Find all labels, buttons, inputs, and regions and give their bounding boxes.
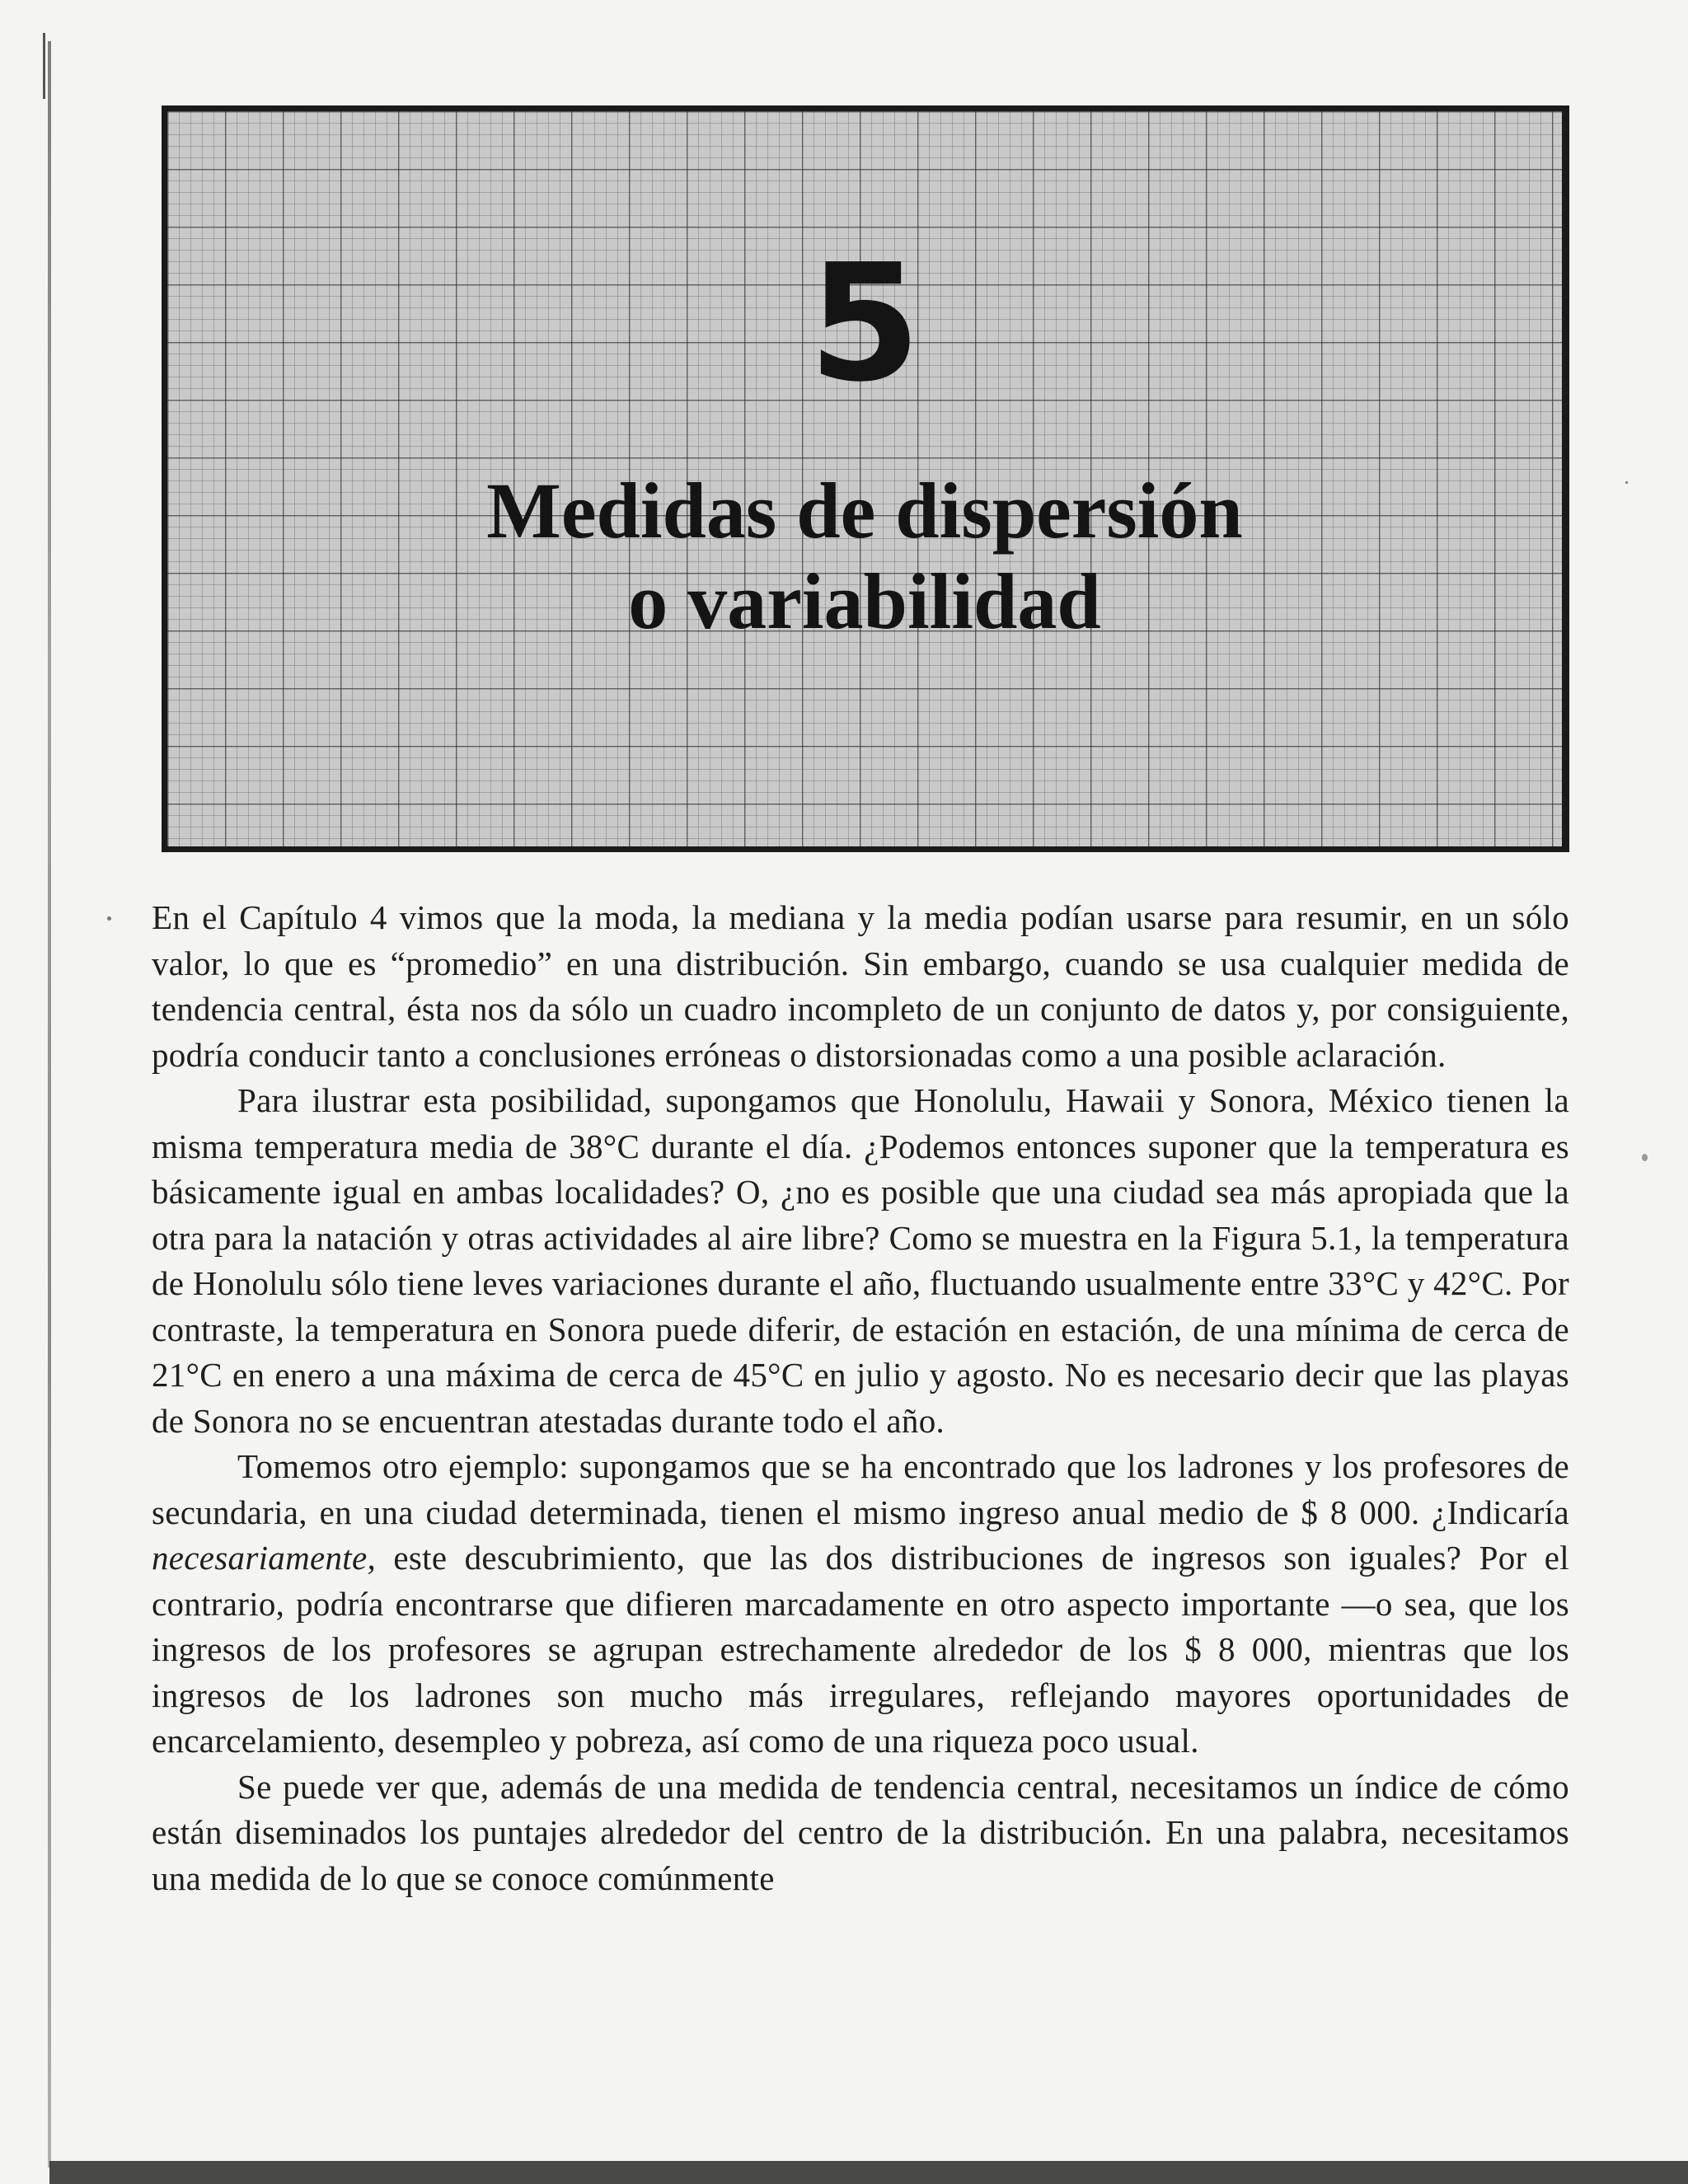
- paragraph-2: Para ilustrar esta posibilidad, supongamos que Honolulu, Hawaii y Sonora, México tienen la misma temperatura media de 38°C durante el día. ¿Podemos entonces suponer que la temperatura es básicamente igual en ambas localidades? O, ¿no es posible que una ciudad sea más apropiada que la otra para la natación y otras actividades al aire libre? Como se muestra en la Figura 5.1, la temperatura de Honolulu sólo tiene leves variaciones durante el año, fluctuando usualmente entre 33°C y 42°C. Por contraste, la temperatura en Sonora puede diferir, de estación en estación, de una mínima de cerca de 21°C en enero a una máxima de cerca de 45°C en julio y agosto. No es necesario decir que las playas de Sonora no se encuentran atestadas durante todo el año.: [152, 1081, 1569, 1440]
- scan-speck: [1642, 1154, 1648, 1161]
- paragraph-3-before: Tomemos otro ejemplo: supongamos que se ha encontrado que los ladrones y los profesores de secundaria, en una ciudad determinada, tienen el mismo ingreso anual medio de $ 8 000. ¿Indicaría: [152, 1447, 1569, 1531]
- paragraph-3: [152, 1444, 1569, 1765]
- chapter-title-line-2: o variabilidad: [628, 557, 1101, 645]
- scan-bottom-edge: [49, 2161, 1688, 2184]
- binding-tick-mark: [43, 33, 45, 99]
- scan-speck: [1625, 481, 1628, 484]
- binding-edge-line: [48, 41, 51, 2168]
- paragraph-1: En el Capítulo 4 vimos que la moda, la mediana y la media podían usarse para resumir, en un sólo valor, lo que es “promedio” en una distribución. Sin embargo, cuando se usa cualquier medida de tendencia central, ésta nos da sólo un cuadro incompleto de un conjunto de datos y, por consiguiente, podría conducir tanto a conclusiones erróneas o distorsionadas como a una posible aclaración.: [152, 898, 1569, 1074]
- chapter-number: 5: [808, 230, 921, 418]
- scan-speck: [107, 916, 111, 921]
- paragraph-3-emphasis: necesariamente,: [152, 1539, 377, 1577]
- chapter-title: [167, 466, 1562, 647]
- chapter-heading-box: [162, 105, 1569, 852]
- paragraph-4: Se puede ver que, además de una medida de tendencia central, necesitamos un índice de cómo están diseminados los puntajes alrededor del centro de la distribución. En una palabra, necesitamos una medida de lo que se conoce comúnmente: [152, 1767, 1569, 1897]
- paragraph-3-after: este descubrimiento, que las dos distribuciones de ingresos son iguales? Por el contrario, podría encontrarse que difieren marcadamente en otro aspecto importante —o sea, que los ingresos de los profesores se agrupan estrechamente alrededor de los $ 8 000, mientras que los ingresos de los ladrones son mucho más irregulares, reflejando mayores oportunidades de encarcelamiento, desempleo y pobreza, así como de una riqueza poco usual.: [152, 1539, 1569, 1760]
- chapter-body-text: [152, 895, 1569, 1901]
- chapter-title-line-1: Medidas de dispersión: [486, 466, 1243, 555]
